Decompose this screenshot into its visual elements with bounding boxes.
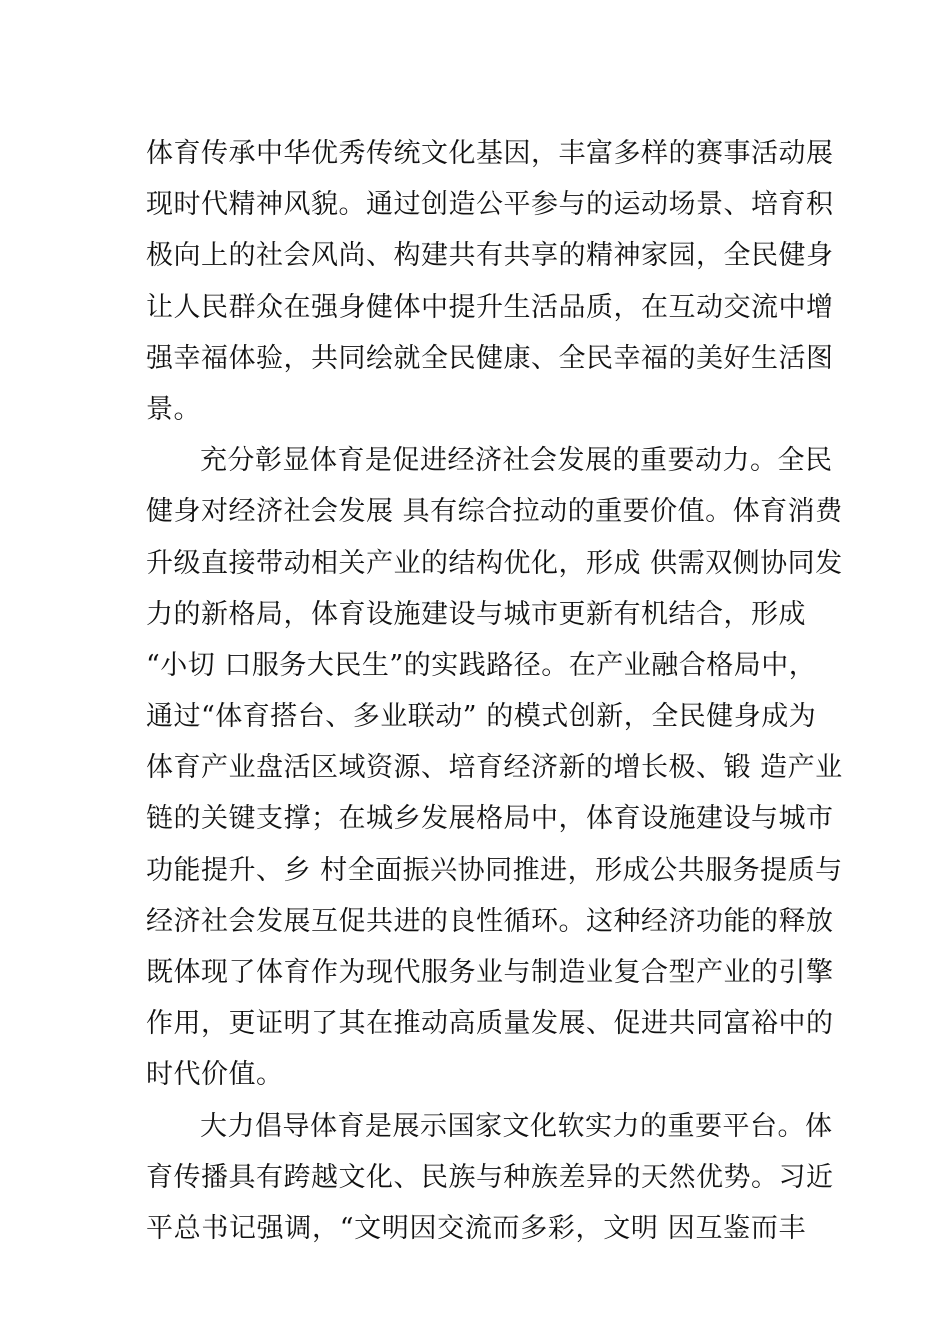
text-line: 让人民群众在强身健体中提升生活品质，在互动交流中增 <box>146 291 834 323</box>
text-line: 既体现了体育作为现代服务业与制造业复合型产业的引擎 <box>146 957 834 988</box>
text-line: 通过“体育搭台、多业联动” 的模式创新，全民健身成为 <box>146 701 817 733</box>
text-line: 极向上的社会风尚、构建共有共享的精神家园，全民健身 <box>146 240 834 272</box>
text-line: 充分彰显体育是促进经济社会发展的重要动力。全民 <box>200 445 833 477</box>
text-line: 作用，更证明了其在推动高质量发展、促进共同富裕中的 <box>146 1008 834 1040</box>
body-text <box>146 128 843 1254</box>
text-line: 体育传承中华优秀传统文化基因，丰富多样的赛事活动展 <box>146 138 834 169</box>
text-line: 升级直接带动相关产业的结构优化，形成 供需双侧协同发 <box>146 547 843 579</box>
text-line: 强幸福体验，共同绘就全民健康、全民幸福的美好生活图 <box>146 342 834 374</box>
text-line: 经济社会发展互促共进的良性循环。这种经济功能的释放 <box>146 905 834 937</box>
text-line: 景。 <box>146 393 201 425</box>
text-line: “小切 口服务大民生”的实践路径。在产业融合格局中， <box>146 649 817 681</box>
text-line: 功能提升、乡 村全面振兴协同推进，形成公共服务提质与 <box>146 854 843 886</box>
text-line: 体育产业盘活区域资源、培育经济新的增长极、锻 造产业 <box>146 752 843 784</box>
text-line: 大力倡导体育是展示国家文化软实力的重要平台。体 <box>200 1110 833 1142</box>
text-line: 力的新格局，体育设施建设与城市更新有机结合，形成 <box>146 598 806 630</box>
text-line: 现时代精神风貌。通过创造公平参与的运动场景、培育积 <box>146 189 834 221</box>
text-line: 健身对经济社会发展 具有综合拉动的重要价值。体育消费 <box>146 496 843 528</box>
text-line: 育传播具有跨越文化、民族与种族差异的天然优势。习近 <box>146 1161 834 1193</box>
text-line: 时代价值。 <box>146 1059 284 1091</box>
text-line: 链的关键支撑；在城乡发展格局中，体育设施建设与城市 <box>146 803 834 835</box>
text-line: 平总书记强调，“文明因交流而多彩，文明 因互鉴而丰 <box>146 1212 806 1244</box>
